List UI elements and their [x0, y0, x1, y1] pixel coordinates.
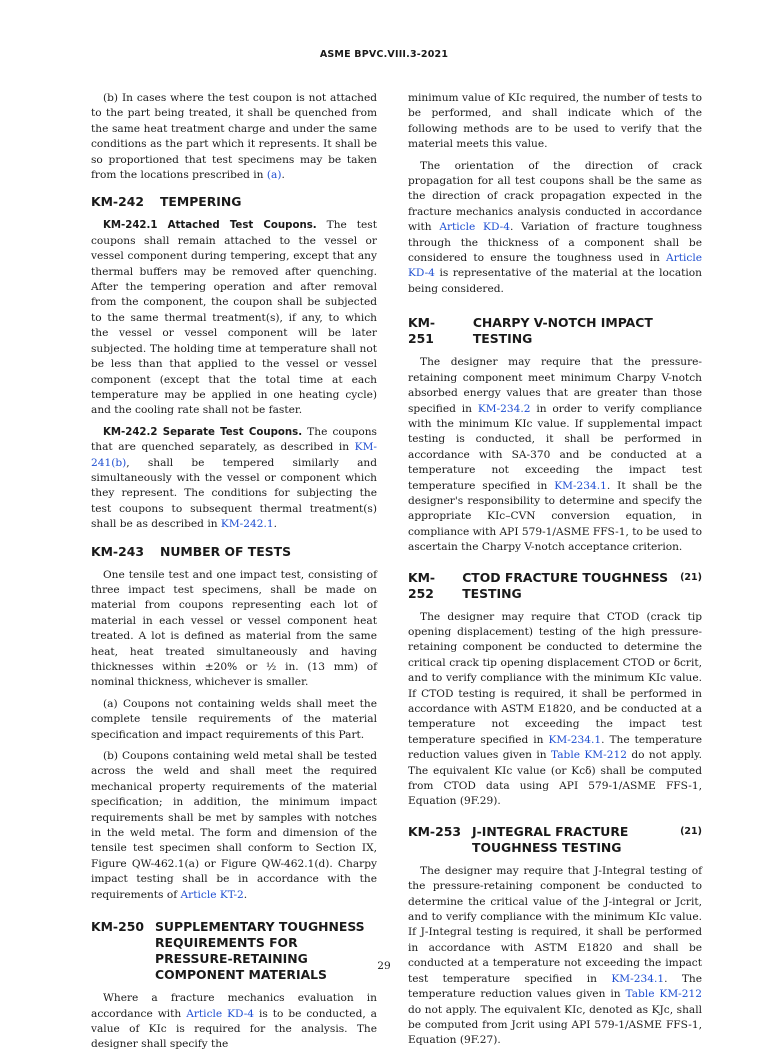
link-a[interactable]: (a) — [266, 169, 282, 182]
link-km-234-1[interactable]: KM-234.1 — [548, 733, 602, 746]
link-article-kd-4[interactable]: Article KD-4 — [186, 1007, 255, 1020]
link-table-km-212[interactable]: Table KM-212 — [551, 749, 627, 762]
paragraph-km-251: The designer may require that the pressure-retaining component meet minimum Charpy V-notch absorbed energy values that are greater than those specified in KM-234.2 in order to verify compliance with the minimum KIc value. If supplemental impact testing is conducted, it shall be performed in accordance with SA-370 and be conducted at a temperature not exceeding the impact test temperature specified in KM-234.1. It shall be the designer's responsibility to determine and specify the appropriate KIc–CVN conversion equation, in compliance with API 579-1/ASME FFS-1, to be used to ascertain the Charpy V-notch acceptance criterion. — [408, 356, 703, 554]
right-column — [408, 91, 702, 1055]
link-km-234-2[interactable]: KM-234.2 — [477, 402, 531, 415]
running-header: ASME BPVC.VIII.3-2021 — [319, 49, 449, 60]
paragraph-km-242-1: KM-242.1 Attached Test Coupons. The test coupons shall remain attached to the vessel or vessel component during tempering, except that any thermal buffers may be removed after quenching. After the tempering operation and after removal from the component, the coupon shall be subjected to the same thermal treatment(s), if any, to which the vessel or vessel component will be later subjected. The holding time at temperature shall not be less than that applied to the vessel or vessel component (except that the total time at each temperature may be applied in one heating cycle) and the cooling rate shall not be faster. — [91, 219, 377, 417]
heading-km-251: KM-251 CHARPY V-NOTCH IMPACT TESTING — [408, 315, 653, 347]
link-table-km-212[interactable]: Table KM-212 — [625, 988, 702, 1001]
link-article-kt-2[interactable]: Article KT-2 — [180, 888, 244, 901]
link-km-241b[interactable]: KM-241(b) — [91, 441, 377, 469]
heading-km-242: KM-242 TEMPERING — [91, 194, 242, 210]
link-article-kd-4[interactable]: Article KD-4 — [439, 221, 510, 234]
heading-km-250: KM-250 SUPPLEMENTARY TOUGHNESS REQUIREMENTS FOR PRESSURE-RETAINING COMPONENT MATERIALS — [91, 919, 365, 983]
paragraph-b-coupon: (b) In cases where the test coupon is not attached to the part being treated, it shall be quenched from the same heat treatment charge and under the same conditions as the part which it represents. It shall be so proportioned that test specimens may be taken from the locations prescribed in (a). — [91, 92, 377, 182]
left-column — [91, 91, 377, 1059]
link-article-kd-4[interactable]: Article KD-4 — [408, 252, 702, 280]
paragraph-km-252: The designer may require that CTOD (crack tip opening displacement) testing of the high pressure-retaining component be conducted to determine the critical crack tip opening displacement CTOD or δcrit, and to verify compliance with the minimum KIc value. If CTOD testing is required, it shall be performed in accordance with ASTM E1820, and be conducted at a temperature not exceeding the impact test temperature specified in KM-234.1. The temperature reduction values given in Table KM-212 do not apply. The equivalent KIc value (or Kcδ) shall be computed from CTOD data using API 579-1/ASME FFS-1, Equation (9F.29). — [408, 610, 702, 808]
paragraph-km-243: One tensile test and one impact test, consisting of three impact test specimens, shall be made on material from coupons representing each lot of material in each vessel or vessel component heat treated. A lot is defined as material from the same heat, heat treated simultaneously and having thicknesses within ±20% or ½ in. (13 mm) of nominal thickness, whichever is smaller. — [91, 568, 377, 689]
heading-km-243: KM-243 NUMBER OF TESTS — [91, 543, 292, 559]
link-km-234-1[interactable]: KM-234.1 — [554, 479, 607, 492]
paragraph-km-250: Where a fracture mechanics evaluation in accordance with Article KD-4 is to be conducted, a value of KIc is required for the analysis. The designer shall specify the — [91, 992, 377, 1051]
revision-marker: (21) — [680, 571, 702, 583]
paragraph-orientation: The orientation of the direction of crack propagation for all test coupons shall be the same as the direction of crack propagation expected in the fracture mechanics analysis conducted in accordance with Article KD-4. Variation of fracture toughness through the thickness of a component shall be considered to ensure the toughness used in Article KD-4 is representative of the material at the location being considered. — [408, 159, 703, 295]
page-number: 29 — [377, 960, 391, 972]
link-km-234-1[interactable]: KM-234.1 — [611, 972, 665, 985]
link-km-242-1[interactable]: KM-242.1 — [220, 518, 274, 531]
heading-km-253: KM-253 J-INTEGRAL FRACTURE TOUGHNESS TESTING (21) — [408, 823, 702, 855]
paragraph-km-253: The designer may require that J-Integral testing of the pressure-retaining component be conducted to determine the critical value of the J-integral or Jcrit, and to verify compliance with the minimum KIc value. If J-Integral testing is required, it shall be performed in accordance with ASTM E1820 and shall be conducted at a temperature not exceeding the impact test temperature specified in KM-234.1. The temperature reduction values given in Table KM-212 do not apply. The equivalent KIc, denoted as KJc, shall be computed from Jcrit using API 579-1/ASME FFS-1, Equation (9F.27). — [408, 864, 702, 1047]
paragraph-km-242-2: KM-242.2 Separate Test Coupons. The coupons that are quenched separately, as described in KM-241(b), shall be tempered similarly and simultaneously with the vessel or component which they represent. The conditions for subjecting the test coupons to subsequent thermal treatment(s) shall be as described in KM-242.1. — [91, 425, 377, 531]
revision-marker: (21) — [680, 825, 702, 837]
paragraph-km-243-b: (b) Coupons containing weld metal shall be tested across the weld and shall meet the required mechanical property requirements of the material specification; in addition, the minimum impact requirements shall be met by samples with notches in the weld metal. The form and dimension of the tensile test specimen shall conform to Section IX, Figure QW-462.1(a) or Figure QW-462.1(d). Charpy impact testing shall be in accordance with the requirements of Article KT-2. — [91, 750, 377, 901]
paragraph-continued: minimum value of KIc required, the number of tests to be performed, and shall indicate which of the following methods are to be used to verify that the material meets this value. — [408, 92, 702, 151]
heading-km-252: KM-252 CTOD FRACTURE TOUGHNESS TESTING (21) — [408, 569, 702, 601]
paragraph-km-243-a: (a) Coupons not containing welds shall meet the complete tensile requirements of the material specification and impact requirements of this Part. — [91, 697, 377, 741]
